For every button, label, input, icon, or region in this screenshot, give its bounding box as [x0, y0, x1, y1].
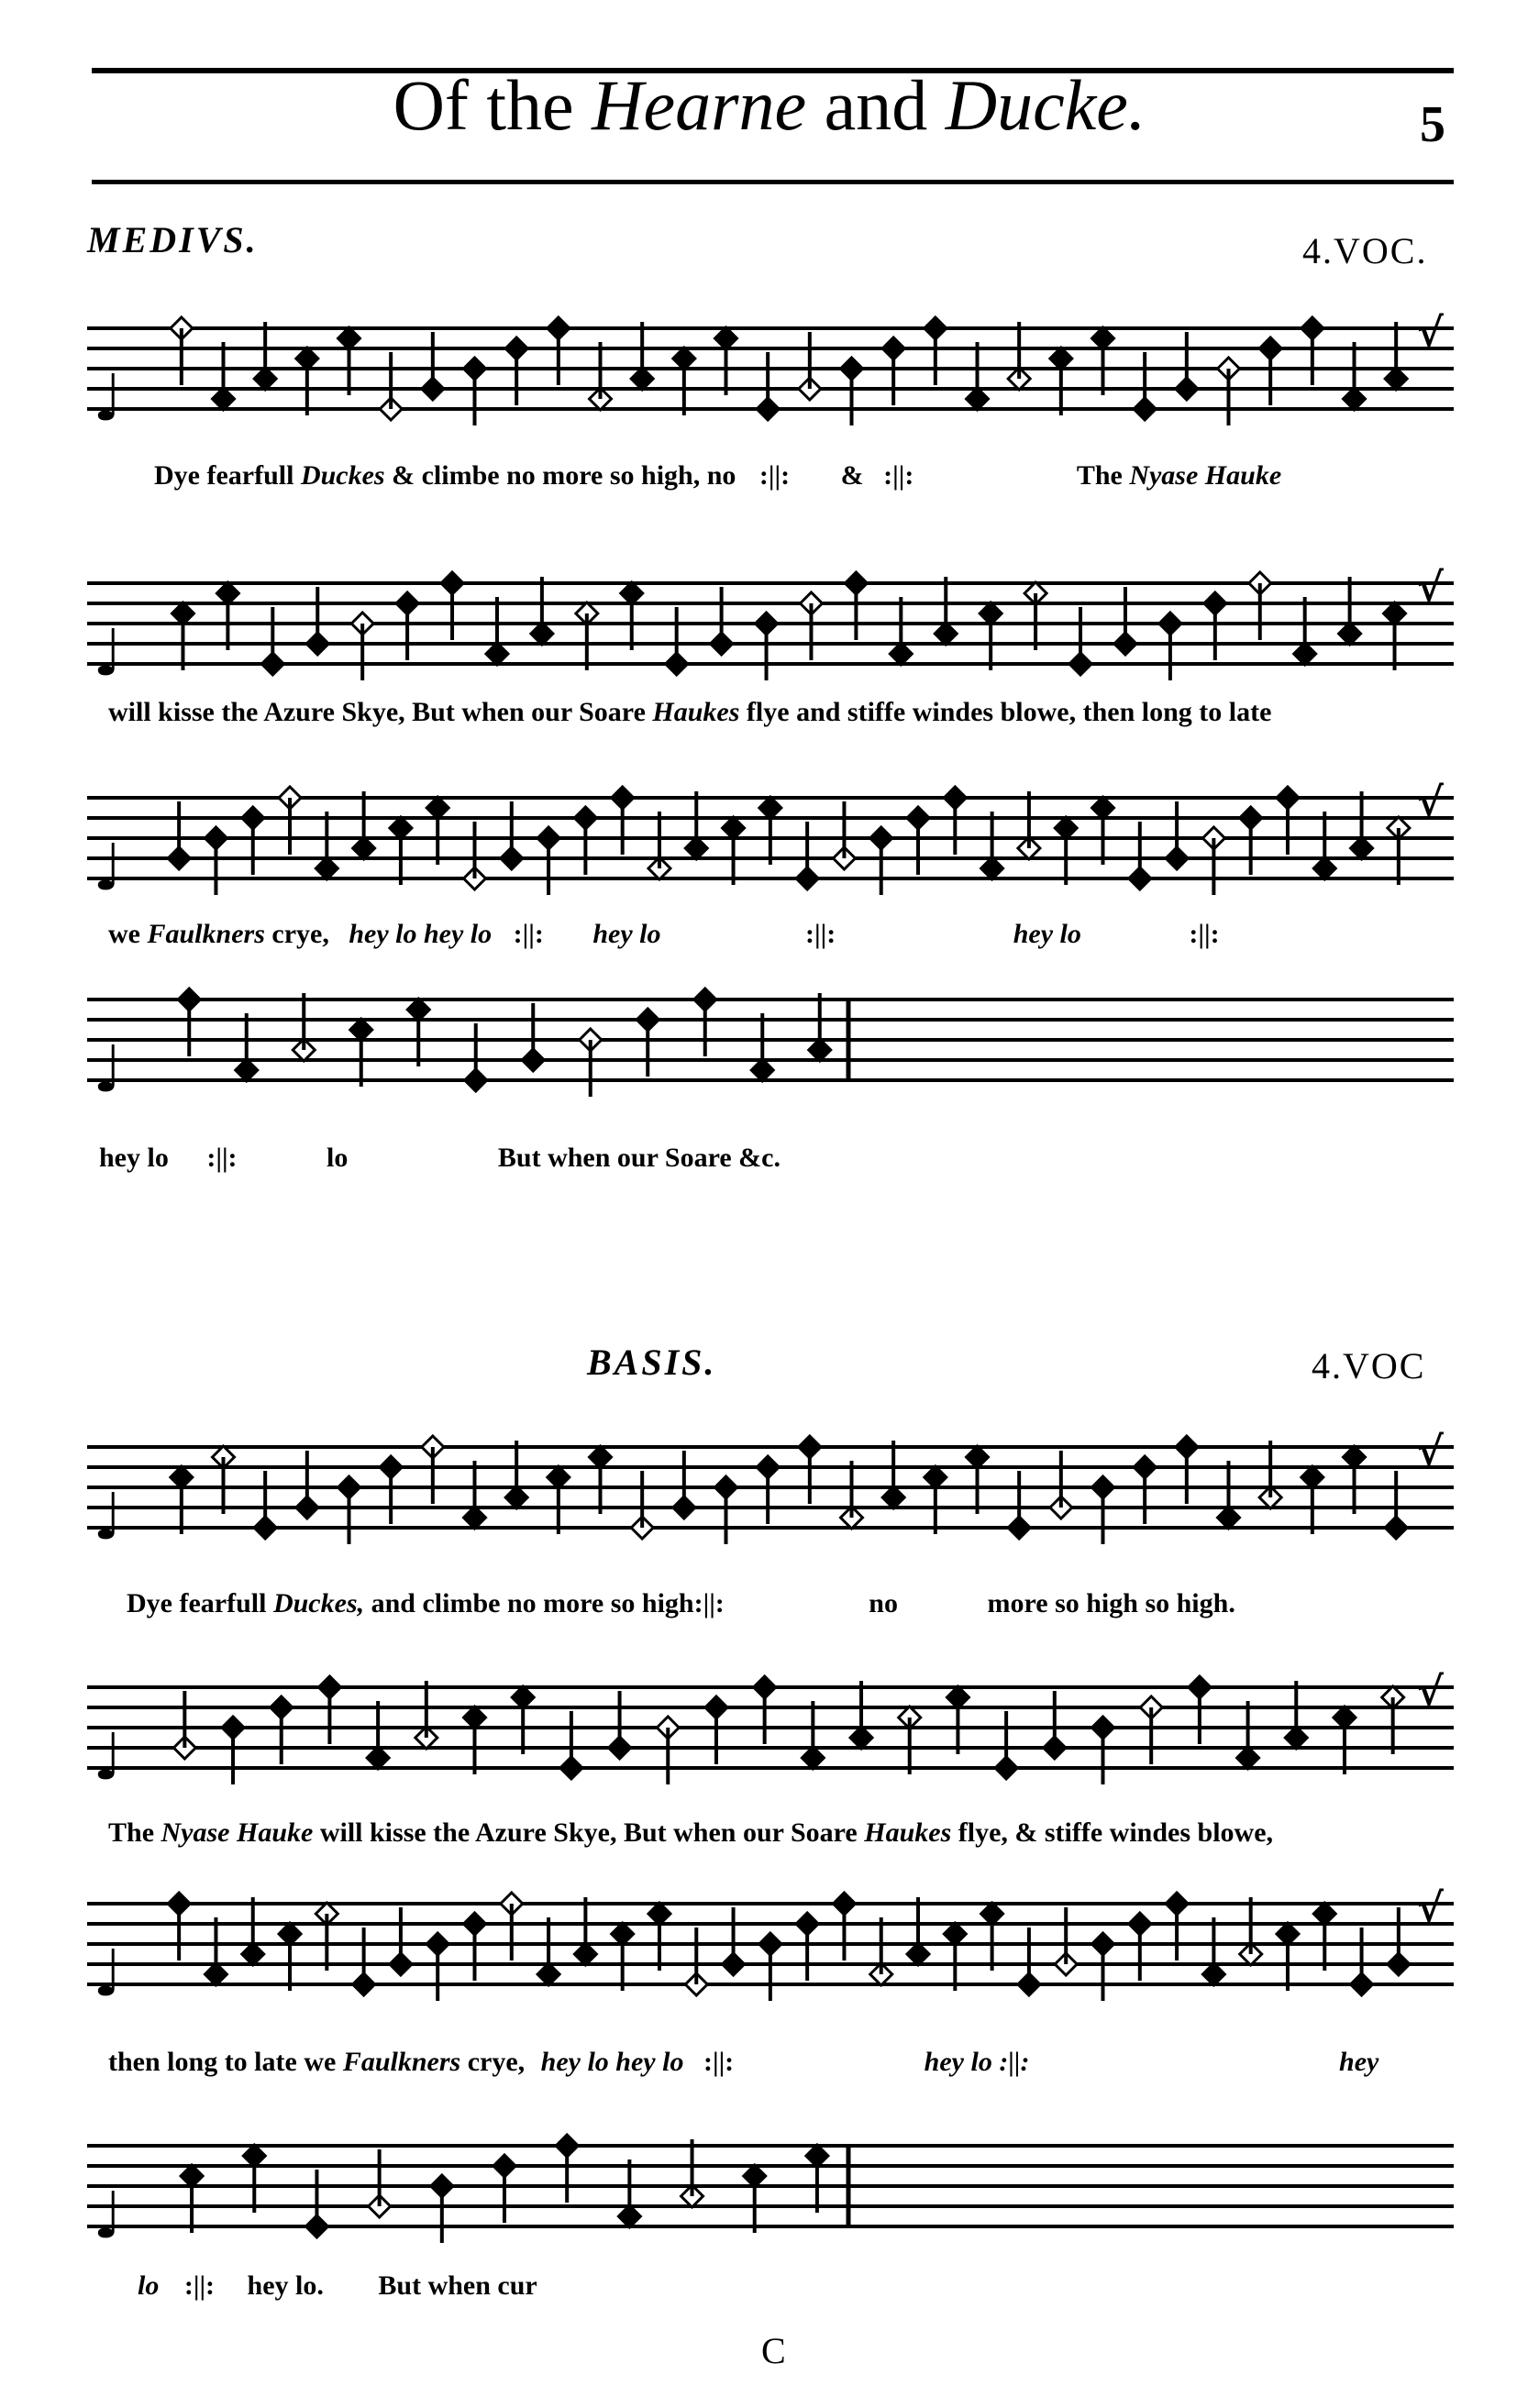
note-icon	[621, 582, 643, 650]
note-icon	[673, 348, 695, 415]
note-icon	[1114, 587, 1136, 655]
note-icon	[796, 822, 818, 889]
note-icon	[178, 989, 200, 1056]
note-icon	[841, 1461, 863, 1529]
note-icon	[464, 1461, 486, 1529]
note-icon	[947, 1686, 969, 1754]
note-icon	[800, 592, 822, 660]
note-icon	[316, 812, 338, 879]
note-icon	[925, 1466, 947, 1534]
note-icon	[882, 337, 904, 405]
note-icon	[685, 1928, 707, 1995]
note-icon	[1166, 801, 1188, 869]
lyric-line-basis-2: The Nyase Hauke will kisse the Azure Skye, But when our Soare Haukes flye, & stiffe windes blowe,	[108, 1817, 1274, 1848]
note-icon	[205, 827, 227, 895]
note-icon	[907, 807, 929, 875]
note-icon	[806, 2145, 828, 2213]
note-icon	[1129, 822, 1151, 889]
note-icon	[1218, 358, 1240, 425]
note-icon	[261, 607, 283, 675]
note-icon	[870, 1917, 892, 1985]
lyric-line-basis-4: lo :||: hey lo. But when cur	[138, 2270, 537, 2301]
note-icon	[1129, 1913, 1151, 1981]
custos-icon: √	[1417, 565, 1444, 612]
note-icon	[1008, 1471, 1030, 1539]
note-icon	[1301, 317, 1323, 385]
note-icon	[560, 1711, 582, 1779]
note-icon	[1008, 322, 1030, 390]
note-icon	[1218, 1461, 1240, 1529]
note-icon	[757, 1456, 779, 1524]
note-icon	[1018, 1928, 1040, 1995]
note-icon	[723, 817, 745, 885]
note-icon	[833, 1893, 855, 1961]
note-icon	[609, 1691, 631, 1759]
title-rule	[92, 180, 1454, 184]
note-icon	[380, 1456, 402, 1524]
note-icon	[1050, 1451, 1072, 1519]
note-icon	[967, 1446, 989, 1514]
note-icon	[907, 1897, 929, 1965]
note-icon	[464, 1707, 486, 1774]
note-icon	[181, 2165, 203, 2233]
note-icon	[1069, 607, 1091, 675]
clef-icon: ♩	[93, 1936, 124, 2011]
voices-count-basis: 4.VOC	[1312, 1345, 1426, 1386]
note-icon	[213, 342, 235, 410]
note-icon	[681, 2139, 703, 2207]
clef-icon: ♩	[93, 1032, 124, 1107]
note-icon	[1277, 1923, 1299, 1991]
note-icon	[574, 807, 596, 875]
lyric-line-medius-2: will kisse the Azure Skye, But when our Soare Haukes flye and stiffe windes blowe, then long to late	[108, 697, 1272, 727]
voices-count-medius: 4.VOC.	[1302, 230, 1428, 271]
note-icon	[367, 1701, 389, 1769]
custos-icon: √	[1417, 1669, 1444, 1716]
note-icon	[350, 1019, 372, 1087]
note-icon	[213, 1446, 235, 1514]
note-icon	[796, 1913, 818, 1981]
note-icon	[925, 317, 947, 385]
note-icon	[1313, 812, 1335, 879]
note-icon	[501, 1893, 523, 1961]
note-icon	[1385, 1471, 1407, 1539]
note-icon	[802, 1701, 824, 1769]
note-icon	[723, 1907, 745, 1975]
note-icon	[899, 1707, 921, 1774]
note-icon	[537, 1917, 559, 1985]
note-icon	[501, 801, 523, 869]
staff-basis-4	[87, 2109, 1463, 2265]
custos-icon: √	[1417, 1885, 1444, 1932]
clef-icon: ♩	[93, 360, 124, 436]
note-icon	[1055, 817, 1077, 885]
note-icon	[1388, 1907, 1410, 1975]
note-icon	[296, 348, 318, 415]
note-icon	[338, 327, 360, 395]
note-icon	[243, 2145, 265, 2213]
note-icon	[685, 791, 707, 859]
note-icon	[1384, 602, 1406, 670]
title-part-3: and	[824, 65, 928, 145]
note-icon	[422, 332, 444, 400]
note-icon	[369, 2149, 391, 2217]
note-icon	[631, 1471, 653, 1539]
note-icon	[168, 1893, 190, 1961]
note-icon	[548, 1466, 570, 1534]
note-icon	[1092, 1717, 1114, 1784]
note-icon	[1351, 1928, 1373, 1995]
clef-icon: ♩	[93, 830, 124, 905]
note-icon	[648, 1903, 670, 1971]
page-title	[0, 64, 1539, 147]
note-icon	[415, 1681, 437, 1749]
staff-medius-2	[87, 547, 1463, 702]
note-icon	[1259, 337, 1281, 405]
note-icon	[242, 807, 264, 875]
note-icon	[1249, 572, 1271, 640]
lyric-line-medius-1: Dye fearfull Duckes & climbe no more so high, no :||: & :||: The Nyase Hauke	[154, 460, 1282, 491]
title-part-1: Of the	[393, 65, 574, 145]
note-icon	[1344, 342, 1366, 410]
note-icon	[944, 787, 966, 855]
note-icon	[464, 822, 486, 889]
note-icon	[486, 597, 508, 665]
note-icon	[222, 1717, 244, 1784]
staff-basis-3	[87, 1867, 1463, 2023]
note-icon	[306, 587, 328, 655]
note-icon	[935, 577, 957, 645]
note-icon	[756, 613, 778, 680]
note-icon	[576, 602, 598, 670]
note-icon	[694, 989, 716, 1056]
note-icon	[1351, 791, 1373, 859]
note-icon	[1159, 613, 1181, 680]
note-icon	[351, 613, 373, 680]
note-icon	[465, 1023, 487, 1091]
note-icon	[426, 797, 448, 865]
note-icon	[1240, 807, 1262, 875]
page-number: 5	[1420, 96, 1445, 153]
note-icon	[426, 1933, 448, 2001]
staff-basis-1	[87, 1410, 1463, 1566]
note-icon	[799, 332, 821, 400]
note-icon	[353, 791, 375, 859]
note-icon	[407, 999, 429, 1066]
note-icon	[981, 1903, 1003, 1971]
note-icon	[422, 1436, 444, 1504]
note-icon	[548, 317, 570, 385]
note-icon	[271, 1696, 293, 1764]
note-icon	[172, 602, 194, 670]
note-icon	[759, 797, 781, 865]
note-icon	[995, 1711, 1017, 1779]
note-icon	[242, 1897, 264, 1965]
note-icon	[590, 342, 612, 410]
note-icon	[279, 787, 301, 855]
note-icon	[580, 1029, 602, 1097]
note-icon	[631, 322, 653, 390]
note-icon	[216, 582, 238, 650]
note-icon	[464, 358, 486, 425]
note-icon	[1385, 322, 1407, 390]
note-icon	[1092, 327, 1114, 395]
note-icon	[254, 1471, 276, 1539]
note-icon	[505, 337, 527, 405]
note-icon	[1024, 582, 1046, 650]
note-icon	[1202, 1917, 1224, 1985]
note-icon	[254, 322, 276, 390]
note-icon	[1176, 332, 1198, 400]
note-icon	[711, 587, 733, 655]
lyric-line-medius-3: we Faulkners crye, hey lo hey lo :||: hey lo :||: hey lo :||:	[108, 919, 1220, 949]
note-icon	[537, 827, 559, 895]
note-icon	[841, 358, 863, 425]
note-icon	[1388, 817, 1410, 885]
note-icon	[744, 2165, 766, 2233]
note-icon	[236, 1013, 258, 1081]
note-icon	[967, 342, 989, 410]
signature-mark: C	[761, 2330, 786, 2371]
note-icon	[715, 1476, 737, 1544]
title-part-4: Ducke.	[945, 65, 1146, 145]
note-icon	[1285, 1681, 1307, 1749]
note-icon	[833, 801, 855, 869]
note-icon	[171, 1466, 193, 1534]
note-icon	[205, 1917, 227, 1985]
note-icon	[1301, 1466, 1323, 1534]
note-icon	[1277, 787, 1299, 855]
note-icon	[618, 2159, 640, 2227]
note-icon	[980, 602, 1002, 670]
note-icon	[1092, 797, 1114, 865]
note-icon	[1140, 1696, 1162, 1764]
note-icon	[505, 1441, 527, 1508]
note-icon	[1240, 1897, 1262, 1965]
note-icon	[296, 1451, 318, 1519]
note-icon	[612, 787, 634, 855]
clef-icon: ♩	[93, 1719, 124, 1795]
note-icon	[882, 1441, 904, 1508]
note-icon	[390, 817, 412, 885]
note-icon	[759, 1933, 781, 2001]
note-icon	[754, 1676, 776, 1744]
note-icon	[850, 1681, 872, 1749]
note-icon	[1259, 1441, 1281, 1508]
note-icon	[1189, 1676, 1211, 1744]
note-icon	[318, 1676, 340, 1744]
note-icon	[293, 993, 315, 1061]
note-icon	[590, 1446, 612, 1514]
note-icon	[173, 1691, 195, 1759]
lyric-line-medius-4: hey lo :||: lo But when our Soare &c.	[99, 1143, 781, 1173]
note-icon	[751, 1013, 773, 1081]
custos-icon: √	[1417, 1429, 1444, 1475]
note-icon	[1050, 348, 1072, 415]
note-icon	[556, 2135, 578, 2203]
note-icon	[1044, 1691, 1066, 1759]
note-icon	[657, 1717, 679, 1784]
note-icon	[279, 1923, 301, 1991]
note-icon	[380, 352, 402, 420]
note-icon	[944, 1923, 966, 1991]
note-icon	[338, 1476, 360, 1544]
note-icon	[464, 1913, 486, 1981]
note-icon	[757, 352, 779, 420]
note-icon	[673, 1451, 695, 1519]
note-icon	[431, 2175, 453, 2243]
note-icon	[512, 1686, 534, 1754]
clef-icon: ♩	[93, 615, 124, 690]
clef-icon: ♩	[93, 1479, 124, 1554]
note-icon	[870, 827, 892, 895]
note-icon	[715, 327, 737, 395]
note-icon	[316, 1903, 338, 1971]
lyric-line-basis-3: then long to late we Faulkners crye, hey lo hey lo :||: hey lo :||: hey	[108, 2047, 1379, 2077]
note-icon	[531, 577, 553, 645]
lyric-line-basis-1: Dye fearfull Duckes, and climbe no more so high:||: no more so high so high.	[127, 1588, 1235, 1618]
note-icon	[1176, 1436, 1198, 1504]
note-icon	[171, 317, 193, 385]
note-icon	[612, 1923, 634, 1991]
title-part-2: Hearne	[592, 65, 807, 145]
note-icon	[1339, 577, 1361, 645]
note-icon	[1202, 827, 1224, 895]
note-icon	[1344, 1446, 1366, 1514]
note-icon	[493, 2155, 515, 2223]
note-icon	[1237, 1701, 1259, 1769]
note-icon	[809, 993, 831, 1061]
custos-icon: √	[1417, 779, 1444, 826]
note-icon	[168, 801, 190, 869]
note-icon	[522, 1003, 544, 1071]
staff-medius-3	[87, 761, 1463, 917]
note-icon	[574, 1897, 596, 1965]
note-icon	[1092, 1933, 1114, 2001]
note-icon	[441, 572, 463, 640]
note-icon	[1204, 592, 1226, 660]
note-icon	[353, 1928, 375, 1995]
staff-medius-1	[87, 292, 1463, 447]
note-icon	[648, 812, 670, 879]
note-icon	[1313, 1903, 1335, 1971]
part-name-medius: MEDIVS.	[87, 219, 259, 260]
note-icon	[666, 607, 688, 675]
staff-medius-4	[87, 963, 1463, 1119]
note-icon	[637, 1009, 659, 1077]
note-icon	[845, 572, 867, 640]
note-icon	[1382, 1686, 1404, 1754]
note-icon	[1134, 352, 1156, 420]
note-icon	[705, 1696, 727, 1764]
note-icon	[1018, 791, 1040, 859]
note-icon	[799, 1436, 821, 1504]
note-icon	[1134, 1456, 1156, 1524]
staff-basis-2	[87, 1651, 1463, 1806]
custos-icon: √	[1417, 310, 1444, 357]
part-name-basis: BASIS.	[587, 1342, 717, 1383]
note-icon	[890, 597, 912, 665]
note-icon	[1334, 1707, 1356, 1774]
note-icon	[390, 1907, 412, 1975]
note-icon	[1055, 1907, 1077, 1975]
note-icon	[1294, 597, 1316, 665]
note-icon	[1092, 1476, 1114, 1544]
clef-icon: ♩	[93, 2178, 124, 2253]
note-icon	[305, 2170, 327, 2237]
note-icon	[981, 812, 1003, 879]
note-icon	[1166, 1893, 1188, 1961]
note-icon	[396, 592, 418, 660]
